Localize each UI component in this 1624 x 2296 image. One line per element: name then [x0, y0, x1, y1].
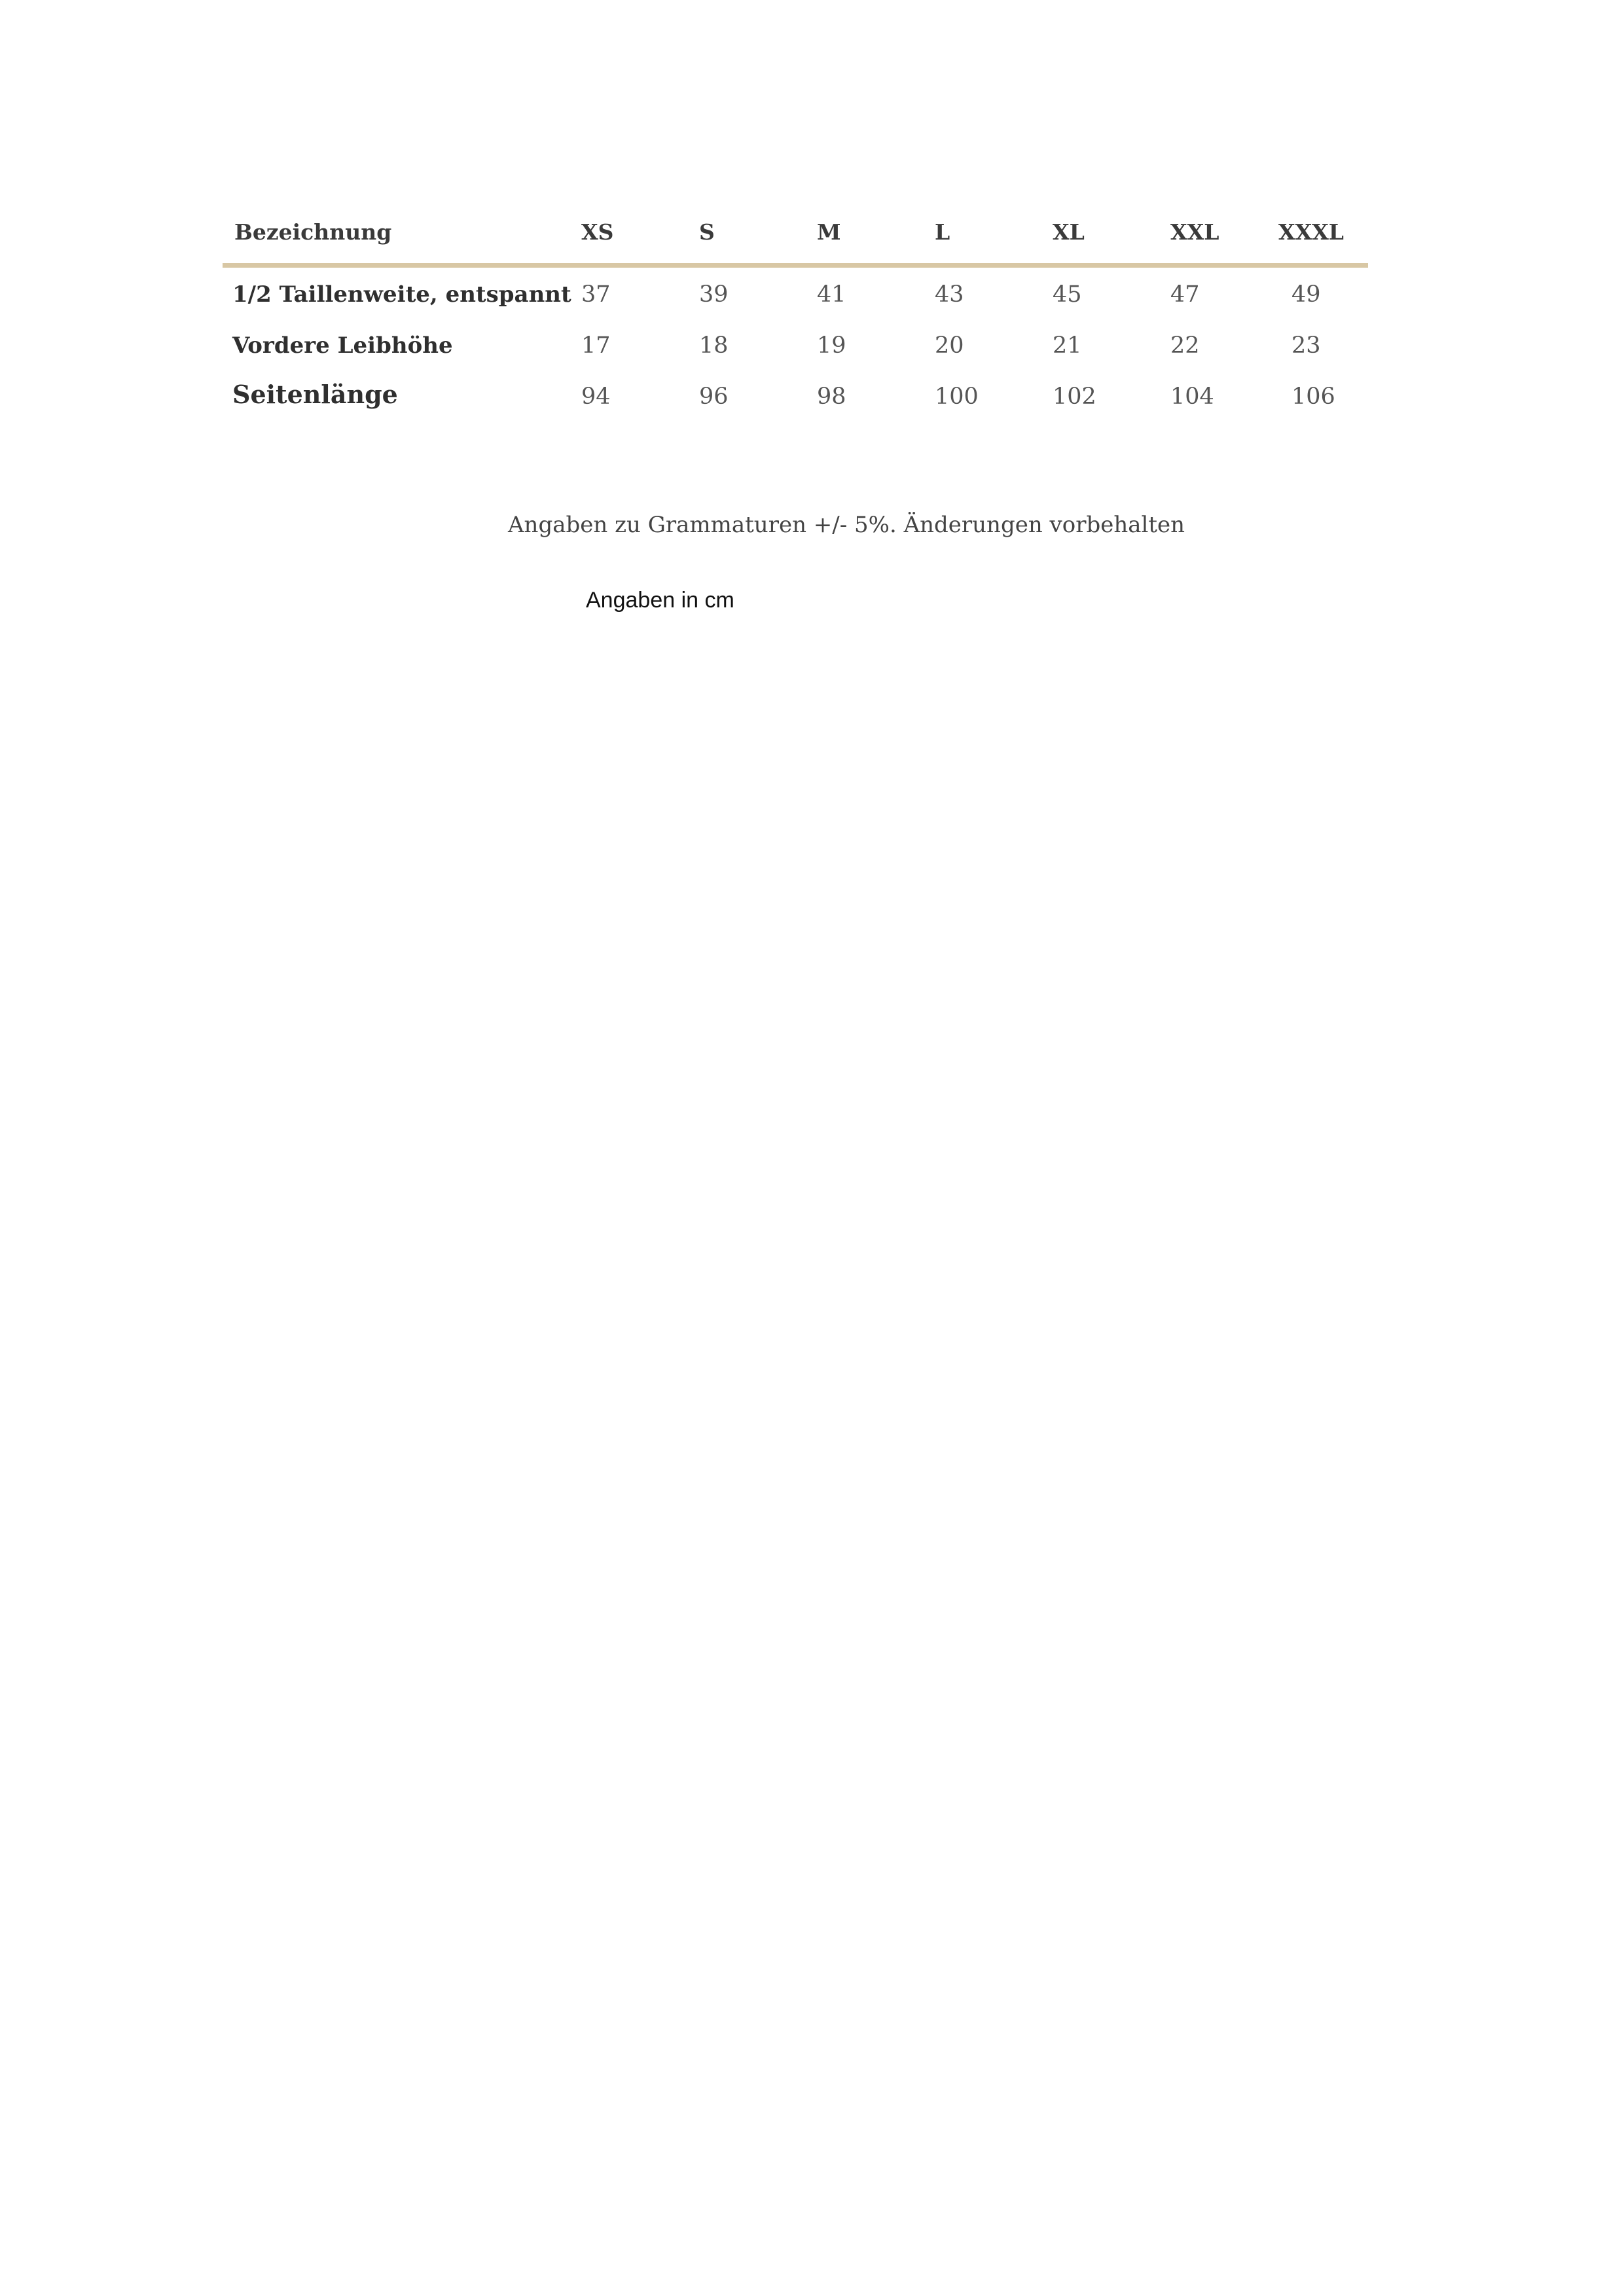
tolerance-note: Angaben zu Grammaturen +/- 5%. Änderungen vorbehalten — [508, 512, 1185, 538]
table-cell: 98 — [817, 384, 846, 410]
table-cell: 43 — [935, 281, 964, 308]
table-cell: 20 — [935, 332, 964, 359]
table-cell: 45 — [1053, 281, 1082, 308]
row-label: Vordere Leibhöhe — [232, 332, 453, 359]
table-cell: 39 — [699, 281, 729, 308]
table-header-row — [223, 196, 1368, 265]
table-cell: 18 — [699, 332, 729, 359]
table-cell: 94 — [581, 384, 611, 410]
row-label: Seitenlänge — [232, 380, 398, 409]
header-size-xs: XS — [581, 219, 614, 245]
table-cell: 49 — [1291, 281, 1321, 308]
table-cell: 37 — [581, 281, 611, 308]
table-cell: 102 — [1053, 384, 1096, 410]
header-size-l: L — [935, 219, 950, 245]
header-size-m: M — [817, 219, 841, 245]
header-divider — [223, 263, 1368, 268]
table-cell: 17 — [581, 332, 611, 359]
size-table — [223, 196, 1368, 435]
header-label: Bezeichnung — [234, 219, 392, 245]
table-cell: 47 — [1170, 281, 1200, 308]
header-size-s: S — [699, 219, 715, 245]
header-size-xl: XL — [1053, 219, 1085, 245]
table-row — [223, 332, 1368, 384]
table-cell: 19 — [817, 332, 846, 359]
table-row — [223, 281, 1368, 332]
header-size-xxxl: XXXL — [1278, 219, 1344, 245]
table-cell: 21 — [1053, 332, 1082, 359]
table-cell: 23 — [1291, 332, 1321, 359]
units-note: Angaben in cm — [586, 588, 734, 613]
table-cell: 100 — [935, 384, 979, 410]
row-label: 1/2 Taillenweite, entspannt — [232, 281, 571, 308]
table-cell: 41 — [817, 281, 846, 308]
table-cell: 106 — [1291, 384, 1335, 410]
table-cell: 22 — [1170, 332, 1200, 359]
header-size-xxl: XXL — [1170, 219, 1219, 245]
table-row — [223, 380, 1368, 435]
table-cell: 96 — [699, 384, 729, 410]
table-cell: 104 — [1170, 384, 1214, 410]
